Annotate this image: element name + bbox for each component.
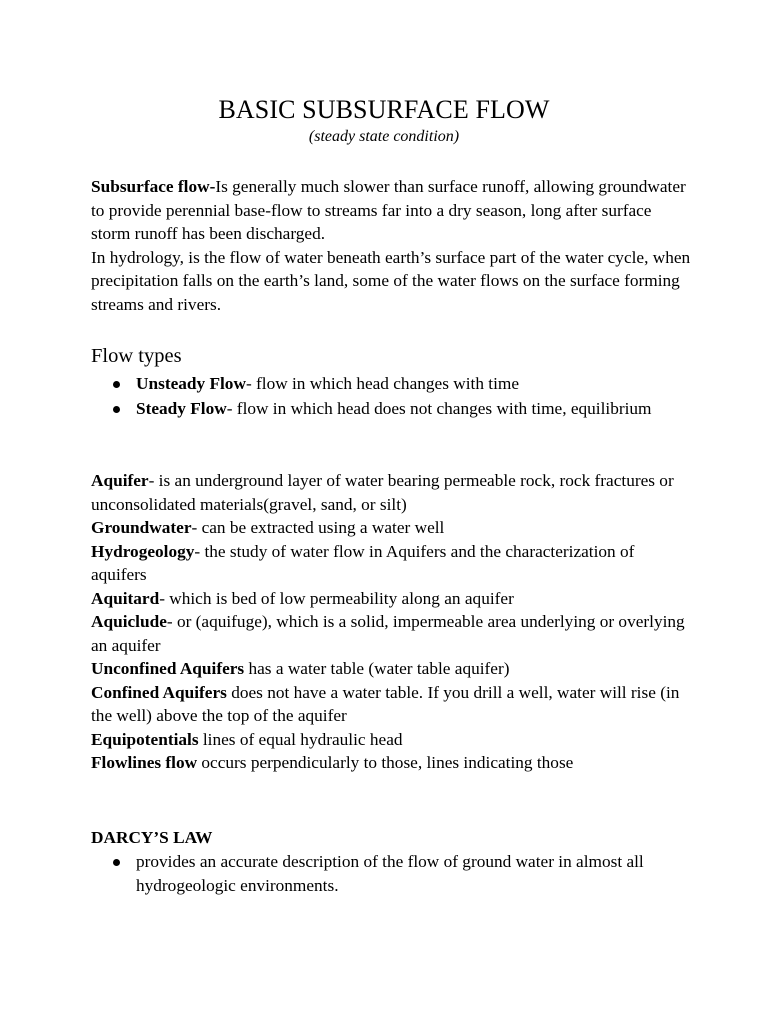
definition-item xyxy=(91,540,691,587)
definition-text: occurs perpendicularly to those, lines indicating those xyxy=(197,753,574,772)
flow-type-text: - flow in which head changes with time xyxy=(245,374,520,393)
flow-types-heading: Flow types xyxy=(91,345,182,367)
definition-term: Aquifer xyxy=(91,471,149,490)
definition-item xyxy=(91,610,691,657)
definition-term: Confined Aquifers xyxy=(91,682,227,702)
definition-term: Aquitard xyxy=(91,588,160,608)
definition-text: does not have a water table. If you drill a well, water will rise (in the well) above the top of the aquifer xyxy=(91,682,680,725)
definition-item xyxy=(91,469,691,516)
definition-item xyxy=(91,657,691,681)
definition-item xyxy=(91,751,691,775)
definition-term: Aquiclude xyxy=(91,612,167,631)
list-item xyxy=(91,372,671,396)
definition-term: Unconfined Aquifers xyxy=(91,659,245,678)
definition-item xyxy=(91,681,691,728)
list-item xyxy=(91,397,671,421)
definition-text: - or (aquifuge), which is a solid, impermeable area underlying or overlying an aquifer xyxy=(91,612,685,655)
definition-item xyxy=(91,587,691,611)
definitions-block xyxy=(91,469,691,775)
definition-text: - is an underground layer of water bearing permeable rock, rock fractures or unconsolidated materials(gravel, sand, or silt) xyxy=(91,471,674,514)
definition-term: Equipotentials xyxy=(91,729,199,749)
intro-text: Is generally much slower than surface runoff, allowing groundwater to provide perennial base-flow to streams far into a dry season, long after surface storm runoff has been discharged. xyxy=(91,177,686,243)
definition-text: - can be extracted using a water well xyxy=(191,518,445,537)
definition-text: - the study of water flow in Aquifers and the characterization of aquifers xyxy=(91,541,635,584)
darcy-item-text: provides an accurate description of the flow of ground water in almost all hydrogeologic environments. xyxy=(136,852,644,895)
definition-term: Flowlines flow xyxy=(91,753,198,772)
flow-type-term: Steady Flow xyxy=(136,398,227,418)
definition-item xyxy=(91,728,691,752)
definition-term: Hydrogeology xyxy=(91,541,195,561)
definition-text: - which is bed of low permeability along an aquifer xyxy=(159,588,514,608)
bullet-icon xyxy=(113,381,120,388)
definition-text: has a water table (water table aquifer) xyxy=(244,659,510,678)
flow-type-term: Unsteady Flow xyxy=(136,374,246,393)
flow-type-text: - flow in which head does not changes with time, equilibrium xyxy=(226,398,652,418)
definition-text: lines of equal hydraulic head xyxy=(198,729,403,749)
definition-term: Groundwater xyxy=(91,518,192,537)
page-title: BASIC SUBSURFACE FLOW xyxy=(218,95,550,124)
intro-term: Subsurface flow- xyxy=(91,177,216,196)
intro-text-2: In hydrology, is the flow of water beneath earth’s surface part of the water cycle, when precipitation falls on the earth’s land, some of the water flows on the surface forming streams and rivers. xyxy=(91,247,691,314)
flow-types-list xyxy=(91,372,671,421)
list-item xyxy=(91,850,671,897)
intro-paragraph xyxy=(91,175,691,316)
definition-item xyxy=(91,516,691,540)
darcy-law-heading: DARCY’S LAW xyxy=(91,828,213,847)
bullet-icon xyxy=(113,859,120,866)
darcy-law-list xyxy=(91,850,671,898)
page-subtitle: (steady state condition) xyxy=(308,128,460,145)
bullet-icon xyxy=(113,406,120,413)
